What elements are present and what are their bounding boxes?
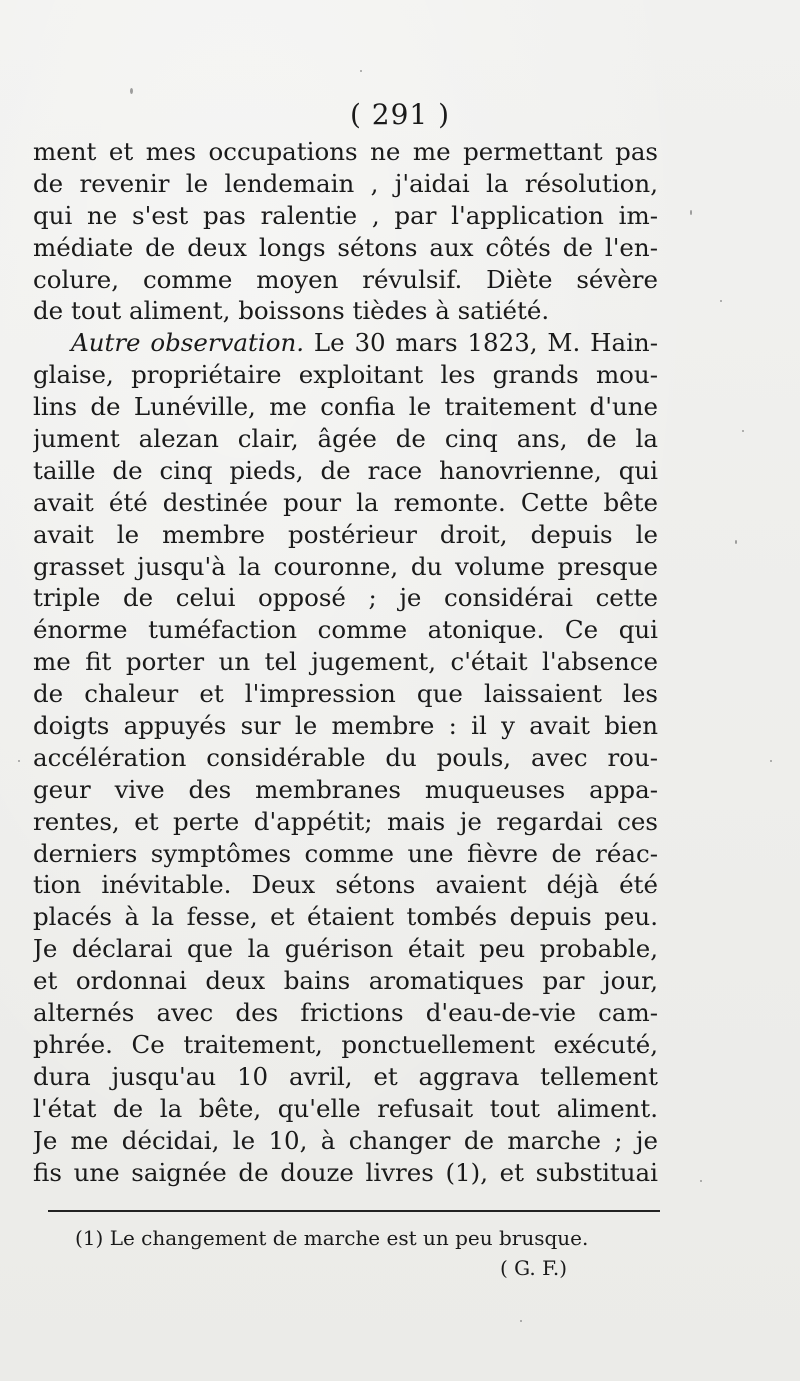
text-line: qui ne s'est pas ralentie , par l'application im- [33,200,658,230]
text-line: dura jusqu'au 10 avril, et aggrava tellement [33,1061,658,1091]
text-line: alternés avec des frictions d'eau-de-vie cam- [33,998,658,1028]
text-line: taille de cinq pieds, de race hanovrienne, qui [33,455,658,485]
text-line: fis une saignée de douze livres (1), et substituai [33,1157,658,1187]
text-line: doigts appuyés sur le membre : il y avait bien [33,711,658,741]
text-line: colure, comme moyen révulsif. Diète sévère [33,264,658,294]
text-line: grasset jusqu'à la couronne, du volume presque [33,551,658,581]
text-line: phrée. Ce traitement, ponctuellement exécuté, [33,1029,658,1059]
text-line: rentes, et perte d'appétit; mais je regardai ces [33,806,658,836]
text-line: de revenir le lendemain , j'aidai la résolution, [33,168,658,198]
text-line: énorme tuméfaction comme atonique. Ce qui [33,615,658,645]
text-line: lins de Lunéville, me confia le traitement d'une [33,392,658,422]
footnote-separator [48,1210,660,1212]
text-line: Je me décidai, le 10, à changer de marche ; je [33,1125,658,1155]
text-line: avait été destinée pour la remonte. Cette bête [33,487,658,517]
page-number: ( 291 ) [349,98,451,131]
text-line: geur vive des membranes muqueuses appa- [33,774,658,804]
text-line: et ordonnai deux bains aromatiques par jour, [33,966,658,996]
text-line: accélération considérable du pouls, avec rou- [33,742,658,772]
text-line: de tout aliment, boissons tièdes à satiété. [33,296,550,326]
paragraph-opening-line [33,327,658,359]
section-lead: Autre observation. [71,328,305,358]
text-line: placés à la fesse, et étaient tombés depuis peu. [33,902,658,932]
footnote-signature: ( G. F.) [500,1256,568,1280]
text-line: médiate de deux longs sétons aux côtés de l'en- [33,232,658,262]
text-line-rest: Le 30 mars 1823, M. Hain- [304,328,658,358]
text-line: me fit porter un tel jugement, c'était l'absence [33,647,658,677]
text-line: avait le membre postérieur droit, depuis le [33,519,658,549]
footnote: (1) Le changement de marche est un peu brusque. [75,1226,589,1250]
page-body [33,136,658,1188]
text-line: Je déclarai que la guérison était peu probable, [33,934,658,964]
text-line: de chaleur et l'impression que laissaient les [33,679,658,709]
text-line: ment et mes occupations ne me permettant pas [33,137,658,166]
text-line: l'état de la bête, qu'elle refusait tout aliment. [33,1093,658,1123]
text-line: derniers symptômes comme une fièvre de réac- [33,838,658,868]
text-line: glaise, propriétaire exploitant les grands mou- [33,360,658,390]
text-line: tion inévitable. Deux sétons avaient déjà été [33,870,658,900]
text-line: triple de celui opposé ; je considérai cette [33,583,658,613]
text-line: jument alezan clair, âgée de cinq ans, de la [33,424,658,454]
